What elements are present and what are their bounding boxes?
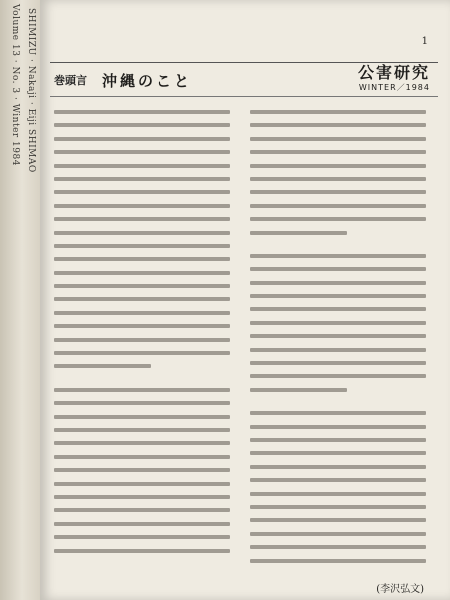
- body-text-line: [250, 374, 426, 378]
- body-text-line: [54, 137, 230, 141]
- body-text-line: [54, 257, 230, 261]
- body-text-line: [54, 284, 230, 288]
- body-text-line: [250, 425, 426, 429]
- body-column-right: [250, 110, 426, 572]
- page-number: 1: [421, 36, 428, 47]
- body-text-line: [250, 505, 426, 509]
- body-text-line: [250, 164, 426, 168]
- body-text-line: [54, 351, 230, 355]
- body-text-line: [54, 522, 230, 526]
- body-text-line: [54, 468, 230, 472]
- body-text-line: [250, 532, 426, 536]
- body-text-line: [54, 204, 230, 208]
- paragraph-gap: [54, 378, 230, 388]
- body-text-line: [54, 110, 230, 114]
- body-text-line: [250, 123, 426, 127]
- author-credit: (李沢弘文): [376, 584, 424, 595]
- paragraph-gap: [250, 401, 426, 411]
- body-text-line: [54, 338, 230, 342]
- body-text-line: [54, 549, 230, 553]
- journal-page: [40, 0, 450, 600]
- body-text-line: [250, 307, 426, 311]
- body-text-line: [54, 455, 230, 459]
- body-text-line: [54, 150, 230, 154]
- body-text-line: [250, 518, 426, 522]
- body-text-line: [54, 271, 230, 275]
- body-text-line: [250, 321, 426, 325]
- body-text-line: [54, 482, 230, 486]
- body-text-line: [250, 334, 426, 338]
- body-text-line: [250, 411, 426, 415]
- body-text-line: [250, 388, 347, 392]
- body-text-line: [54, 364, 151, 368]
- body-text-line: [250, 348, 426, 352]
- body-text-line: [250, 137, 426, 141]
- body-text-line: [54, 428, 230, 432]
- body-text-line: [250, 204, 426, 208]
- journal-issue: WINTER／1984: [358, 83, 430, 92]
- body-text-line: [54, 244, 230, 248]
- body-text-line: [250, 294, 426, 298]
- spine-names-text: SHIMIZU · Nakaji · Eiji SHIMAO: [26, 8, 36, 173]
- body-text-line: [250, 451, 426, 455]
- body-text-line: [54, 495, 230, 499]
- column-tag: 巻頭言: [54, 74, 87, 87]
- body-text-line: [54, 123, 230, 127]
- body-text-line: [250, 217, 426, 221]
- body-text-line: [54, 177, 230, 181]
- body-text-line: [250, 110, 426, 114]
- body-text-line: [250, 492, 426, 496]
- body-text-line: [54, 441, 230, 445]
- journal-spine: [0, 0, 40, 600]
- body-text-line: [250, 438, 426, 442]
- body-text-line: [54, 508, 230, 512]
- body-text-line: [54, 217, 230, 221]
- body-text-line: [54, 415, 230, 419]
- body-text-line: [250, 231, 347, 235]
- body-text-line: [250, 465, 426, 469]
- journal-masthead: [358, 64, 430, 93]
- body-text-line: [54, 231, 230, 235]
- body-text-line: [54, 190, 230, 194]
- body-text-line: [54, 164, 230, 168]
- body-text-line: [250, 177, 426, 181]
- body-text-line: [250, 559, 426, 563]
- body-text-line: [250, 281, 426, 285]
- body-text-line: [54, 297, 230, 301]
- body-text-line: [250, 545, 426, 549]
- body-text-line: [250, 478, 426, 482]
- body-text-line: [54, 311, 230, 315]
- body-text-line: [250, 150, 426, 154]
- spine-volume-text: Volume 13 · No. 3 · Winter 1984: [10, 4, 20, 166]
- body-text-line: [54, 324, 230, 328]
- essay-title: 沖縄のこと: [102, 72, 193, 90]
- body-text-line: [54, 388, 230, 392]
- body-text-line: [54, 535, 230, 539]
- journal-name: 公害研究: [357, 63, 430, 82]
- body-text-line: [54, 401, 230, 405]
- title-rule: [50, 96, 438, 97]
- body-text-line: [250, 267, 426, 271]
- body-text-line: [250, 254, 426, 258]
- body-text-line: [250, 361, 426, 365]
- body-text-line: [250, 190, 426, 194]
- body-column-left: [54, 110, 230, 562]
- paragraph-gap: [250, 244, 426, 254]
